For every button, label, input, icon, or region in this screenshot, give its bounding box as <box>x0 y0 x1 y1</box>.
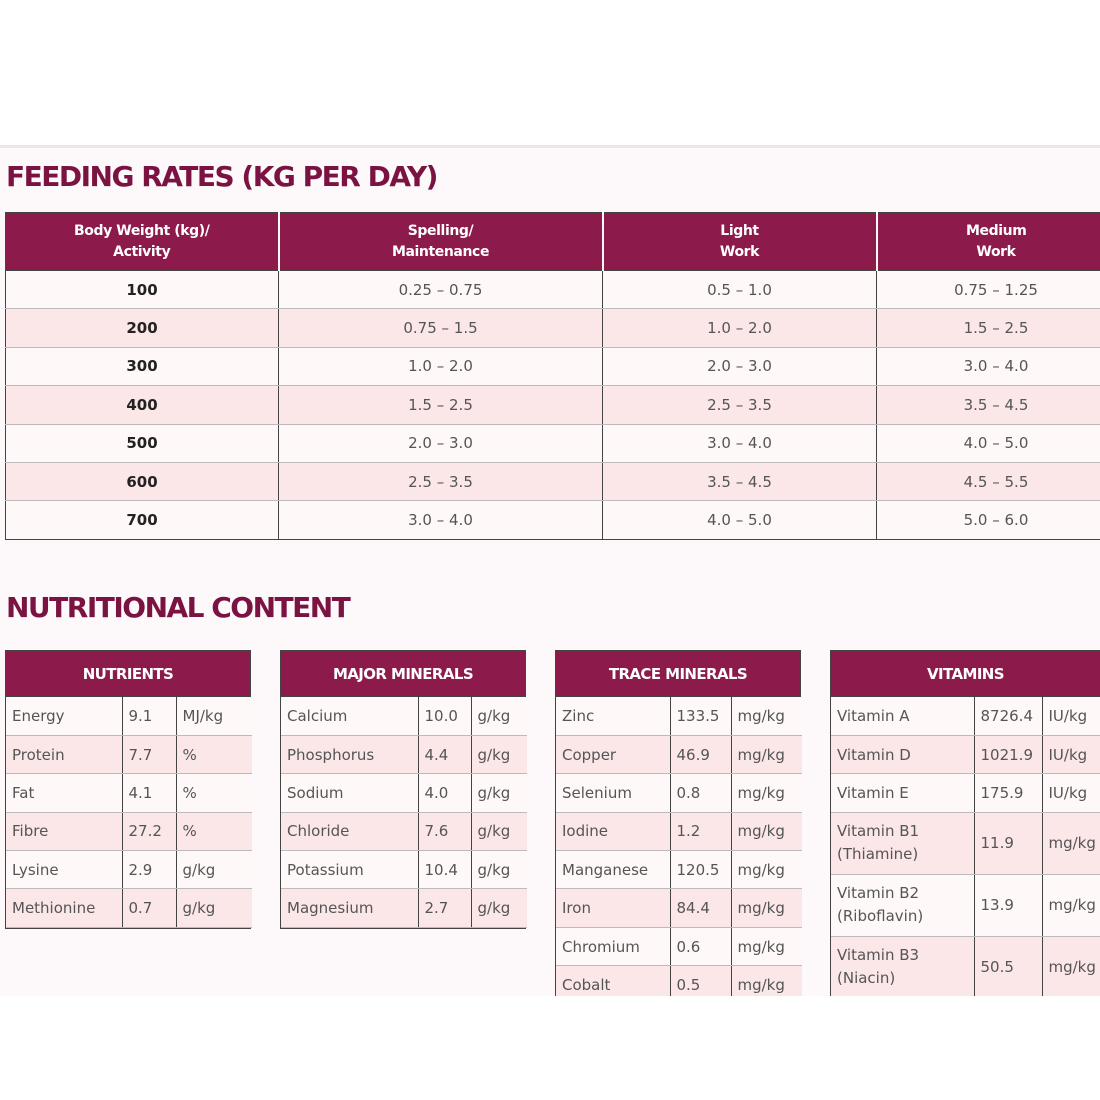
mineral-value: 120.5 <box>670 851 731 889</box>
table-row <box>281 774 527 812</box>
mineral-value: 4.4 <box>418 735 471 773</box>
vitamin-value: 50.5 <box>974 936 1042 996</box>
table-row <box>6 697 252 735</box>
nutrient-name: Protein <box>6 735 122 773</box>
table-row <box>831 812 1100 874</box>
table-row <box>6 501 1100 539</box>
mineral-unit: mg/kg <box>731 927 802 965</box>
table-row <box>556 851 802 889</box>
feeding-header-row <box>6 213 1100 271</box>
mineral-name: Sodium <box>281 774 418 812</box>
major-minerals-table <box>280 650 526 929</box>
rate-cell: 3.5 – 4.5 <box>603 462 877 500</box>
mineral-name: Cobalt <box>556 966 670 996</box>
vitamin-unit: mg/kg <box>1042 874 1100 936</box>
mineral-name: Iodine <box>556 812 670 850</box>
rate-cell: 4.0 – 5.0 <box>877 424 1100 462</box>
table-row <box>6 271 1100 309</box>
rate-cell: 3.0 – 4.0 <box>279 501 603 539</box>
nutrient-name: Fibre <box>6 812 122 850</box>
mineral-unit: g/kg <box>471 851 527 889</box>
nutritional-content-title: NUTRITIONAL CONTENT <box>6 591 350 624</box>
nutrient-unit: g/kg <box>176 851 252 889</box>
rate-cell: 5.0 – 6.0 <box>877 501 1100 539</box>
nutrient-unit: g/kg <box>176 889 252 927</box>
nutrient-name: Energy <box>6 697 122 735</box>
vitamin-name: Vitamin B1 (Thiamine) <box>831 812 974 874</box>
mineral-name: Iron <box>556 889 670 927</box>
nutrient-value: 2.9 <box>122 851 176 889</box>
vitamin-name: Vitamin D <box>831 735 974 773</box>
rate-cell: 0.5 – 1.0 <box>603 271 877 309</box>
header-spelling: Spelling/ Maintenance <box>279 213 603 271</box>
table-row <box>556 812 802 850</box>
rate-cell: 0.25 – 0.75 <box>279 271 603 309</box>
body-weight-cell: 700 <box>6 501 279 539</box>
vitamin-value: 8726.4 <box>974 697 1042 735</box>
rate-cell: 1.5 – 2.5 <box>877 309 1100 347</box>
mineral-value: 0.5 <box>670 966 731 996</box>
table-row <box>6 347 1100 385</box>
mineral-value: 10.4 <box>418 851 471 889</box>
body-weight-cell: 200 <box>6 309 279 347</box>
nutrient-name: Methionine <box>6 889 122 927</box>
body-weight-cell: 400 <box>6 386 279 424</box>
table-row <box>831 936 1100 996</box>
mineral-value: 2.7 <box>418 889 471 927</box>
body-weight-cell: 100 <box>6 271 279 309</box>
body-weight-cell: 500 <box>6 424 279 462</box>
table-row <box>831 735 1100 773</box>
mineral-unit: mg/kg <box>731 812 802 850</box>
nutrient-value: 9.1 <box>122 697 176 735</box>
rate-cell: 4.0 – 5.0 <box>603 501 877 539</box>
table-row <box>6 386 1100 424</box>
table-row <box>556 735 802 773</box>
mineral-unit: mg/kg <box>731 735 802 773</box>
mineral-unit: mg/kg <box>731 851 802 889</box>
mineral-name: Calcium <box>281 697 418 735</box>
table-row <box>6 812 252 850</box>
nutrient-value: 7.7 <box>122 735 176 773</box>
nutrient-value: 4.1 <box>122 774 176 812</box>
table-row <box>556 927 802 965</box>
mineral-value: 1.2 <box>670 812 731 850</box>
vitamin-name: Vitamin E <box>831 774 974 812</box>
rate-cell: 0.75 – 1.5 <box>279 309 603 347</box>
mineral-unit: mg/kg <box>731 774 802 812</box>
mineral-name: Copper <box>556 735 670 773</box>
table-row <box>6 889 252 927</box>
table-row <box>6 424 1100 462</box>
vitamin-unit: IU/kg <box>1042 697 1100 735</box>
mineral-value: 4.0 <box>418 774 471 812</box>
mineral-value: 7.6 <box>418 812 471 850</box>
body-weight-cell: 300 <box>6 347 279 385</box>
table-row <box>281 697 527 735</box>
rate-cell: 3.5 – 4.5 <box>877 386 1100 424</box>
rate-cell: 4.5 – 5.5 <box>877 462 1100 500</box>
feeding-rates-table <box>5 212 1100 540</box>
vitamin-value: 1021.9 <box>974 735 1042 773</box>
mineral-unit: mg/kg <box>731 697 802 735</box>
header-medium-work: Medium Work <box>877 213 1100 271</box>
table-row <box>831 774 1100 812</box>
mineral-value: 84.4 <box>670 889 731 927</box>
table-row <box>6 309 1100 347</box>
table-row <box>556 966 802 996</box>
nutrient-name: Lysine <box>6 851 122 889</box>
mineral-unit: g/kg <box>471 735 527 773</box>
mineral-name: Chloride <box>281 812 418 850</box>
rate-cell: 3.0 – 4.0 <box>603 424 877 462</box>
vitamin-unit: mg/kg <box>1042 812 1100 874</box>
mineral-unit: g/kg <box>471 812 527 850</box>
table-row <box>281 889 527 927</box>
trace-minerals-heading: TRACE MINERALS <box>556 651 800 697</box>
table-row <box>6 462 1100 500</box>
vitamin-name: Vitamin B3 (Niacin) <box>831 936 974 996</box>
mineral-name: Potassium <box>281 851 418 889</box>
mineral-value: 10.0 <box>418 697 471 735</box>
table-row <box>6 774 252 812</box>
header-light-work: Light Work <box>603 213 877 271</box>
table-row <box>281 812 527 850</box>
mineral-name: Zinc <box>556 697 670 735</box>
mineral-name: Phosphorus <box>281 735 418 773</box>
rate-cell: 2.0 – 3.0 <box>279 424 603 462</box>
table-row <box>6 851 252 889</box>
vitamin-value: 11.9 <box>974 812 1042 874</box>
rate-cell: 3.0 – 4.0 <box>877 347 1100 385</box>
body-weight-cell: 600 <box>6 462 279 500</box>
mineral-unit: mg/kg <box>731 889 802 927</box>
nutrient-value: 0.7 <box>122 889 176 927</box>
vitamin-name: Vitamin A <box>831 697 974 735</box>
rate-cell: 1.0 – 2.0 <box>603 309 877 347</box>
table-row <box>556 774 802 812</box>
mineral-name: Selenium <box>556 774 670 812</box>
mineral-value: 133.5 <box>670 697 731 735</box>
vitamin-value: 175.9 <box>974 774 1042 812</box>
rate-cell: 1.0 – 2.0 <box>279 347 603 385</box>
mineral-unit: g/kg <box>471 697 527 735</box>
page-content <box>0 145 1100 996</box>
nutrient-unit: MJ/kg <box>176 697 252 735</box>
vitamin-unit: IU/kg <box>1042 735 1100 773</box>
mineral-value: 0.8 <box>670 774 731 812</box>
mineral-name: Manganese <box>556 851 670 889</box>
rate-cell: 2.5 – 3.5 <box>279 462 603 500</box>
rate-cell: 2.0 – 3.0 <box>603 347 877 385</box>
table-row <box>281 851 527 889</box>
mineral-value: 46.9 <box>670 735 731 773</box>
nutrient-value: 27.2 <box>122 812 176 850</box>
header-body-weight: Body Weight (kg)/ Activity <box>6 213 279 271</box>
vitamin-name: Vitamin B2 (Riboflavin) <box>831 874 974 936</box>
mineral-unit: mg/kg <box>731 966 802 996</box>
nutrients-heading: NUTRIENTS <box>6 651 250 697</box>
major-minerals-heading: MAJOR MINERALS <box>281 651 525 697</box>
mineral-unit: g/kg <box>471 889 527 927</box>
table-row <box>6 735 252 773</box>
table-row <box>831 697 1100 735</box>
trace-minerals-table <box>555 650 801 996</box>
nutrient-name: Fat <box>6 774 122 812</box>
nutrient-unit: % <box>176 812 252 850</box>
vitamins-table <box>830 650 1100 996</box>
feeding-rates-title: FEEDING RATES (KG PER DAY) <box>6 160 437 193</box>
nutrient-unit: % <box>176 735 252 773</box>
mineral-value: 0.6 <box>670 927 731 965</box>
rate-cell: 0.75 – 1.25 <box>877 271 1100 309</box>
table-row <box>281 735 527 773</box>
nutrient-unit: % <box>176 774 252 812</box>
table-row <box>556 889 802 927</box>
mineral-name: Magnesium <box>281 889 418 927</box>
rate-cell: 2.5 – 3.5 <box>603 386 877 424</box>
table-row <box>556 697 802 735</box>
table-row <box>831 874 1100 936</box>
vitamin-value: 13.9 <box>974 874 1042 936</box>
mineral-unit: g/kg <box>471 774 527 812</box>
vitamins-heading: VITAMINS <box>831 651 1100 697</box>
rate-cell: 1.5 – 2.5 <box>279 386 603 424</box>
nutrients-table <box>5 650 251 929</box>
mineral-name: Chromium <box>556 927 670 965</box>
vitamin-unit: mg/kg <box>1042 936 1100 996</box>
vitamin-unit: IU/kg <box>1042 774 1100 812</box>
